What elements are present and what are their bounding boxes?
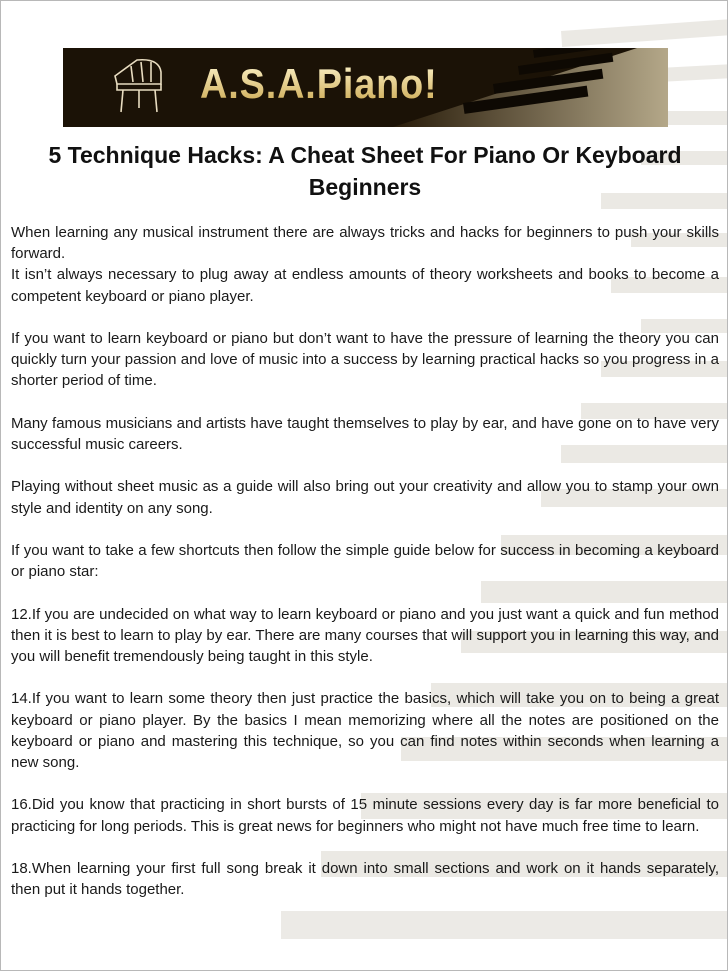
paragraph: It isn’t always necessary to plug away at endless amounts of theory worksheets and books to become a competent keyboard or piano player. (11, 266, 719, 305)
site-logo-text: A.S.A.Piano! (200, 60, 438, 107)
article-body (11, 222, 719, 900)
tip-paragraph: 18.When learning your first full song break it down into small sections and work on it hands separately, then put it hands together. (11, 859, 719, 899)
tip-paragraph: 14.If you want to learn some theory then just practice the basics, which will take you on to being a great keyboard or piano player. By the basics I mean memorizing where all the notes are positioned on the keyboard or piano and mastering this technique, so you can find notes within seconds when learning a new song. (11, 690, 719, 771)
tip-paragraph: 16.Did you know that practicing in short bursts of 15 minute sessions every day is far more beneficial to practicing for long periods. This is great news for beginners who might not have much free time to learn. (11, 796, 719, 835)
paragraph: If you want to take a few shortcuts then follow the simple guide below for success in becoming a keyboard or piano star: (11, 541, 719, 581)
paragraph: If you want to learn keyboard or piano but don’t want to have the pressure of learning the theory you can quickly turn your passion and love of music into a success by learning practical hacks so you progress in a shorter period of time. (11, 330, 719, 390)
tip-paragraph: 12.If you are undecided on what way to learn keyboard or piano and you just want a quick and fun method then it is best to learn to play by ear. There are many courses that will support you in learning this way, and you will benefit tremendously being taught in this style. (11, 605, 719, 665)
paragraph: Many famous musicians and artists have taught themselves to play by ear, and have gone on to have very successful music careers. (11, 414, 719, 453)
grand-piano-icon (107, 54, 167, 120)
article-title: 5 Technique Hacks: A Cheat Sheet For Piano Or Keyboard Beginners (48, 142, 682, 200)
paragraph: When learning any musical instrument there are always tricks and hacks for beginners to push your skills forward. (11, 224, 719, 263)
site-banner (63, 48, 668, 127)
paragraph: Playing without sheet music as a guide will also bring out your creativity and allow you to stamp your own style and identity on any song. (11, 478, 719, 517)
